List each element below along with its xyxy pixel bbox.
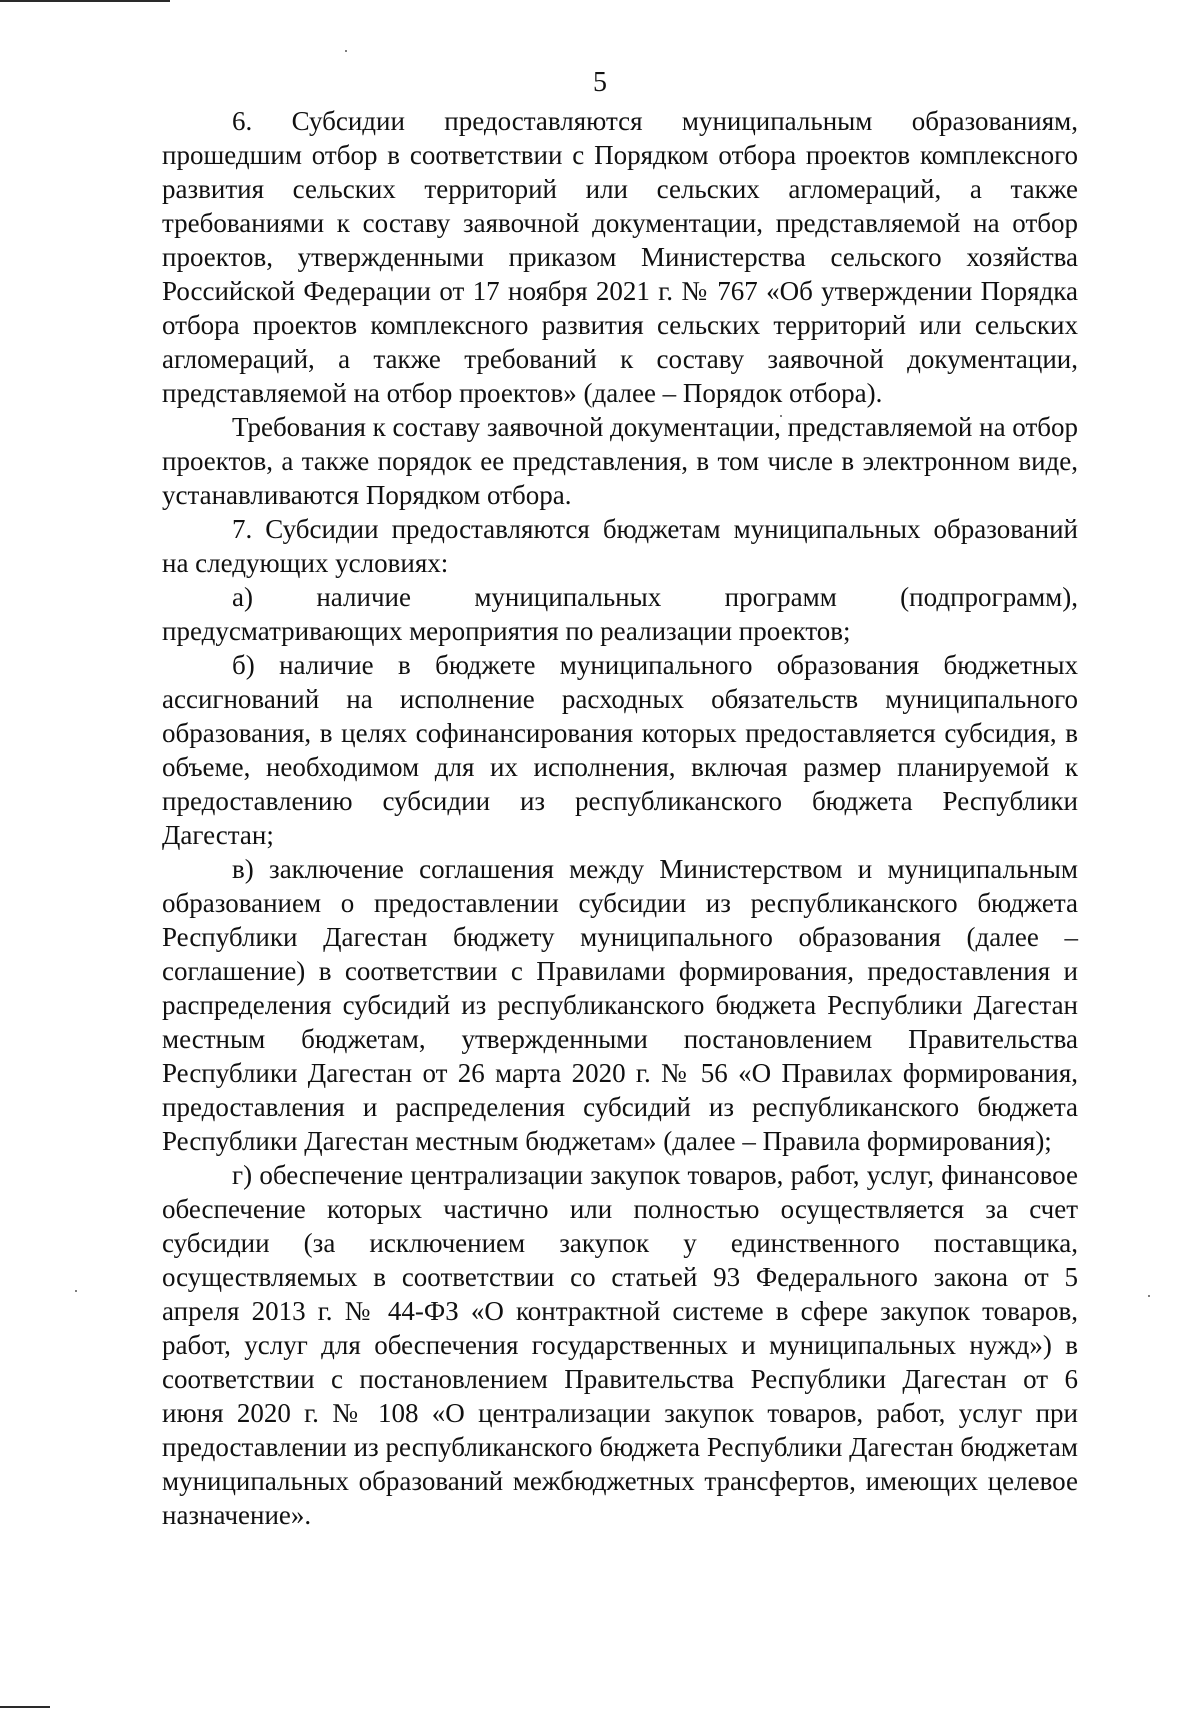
paragraph-7g: г) обеспечение централизации закупок товаров, работ, услуг, финансовое обеспечение которых частично или полностью осуществляется за счет субсидии (за исключением закупок у единственного поставщика, осуществляемых в соответствии со статьей 93 Федерального закона от 5 апреля 2013 г. № 44-ФЗ «О контрактной системе в сфере закупок товаров, работ, услуг для обеспечения государственных и муниципальных нужд») в соответствии с постановлением Правительства Республики Дагестан от 6 июня 2020 г. № 108 «О централизации закупок товаров, работ, услуг при предоставлении из республиканского бюджета Республики Дагестан бюджетам муниципальных образований межбюджетных трансфертов, имеющих целевое назначение».: [162, 1160, 1078, 1530]
scan-speck: [1148, 1295, 1150, 1297]
scan-speck: [345, 50, 347, 52]
scan-edge-top: [0, 0, 170, 2]
paragraph-7v: в) заключение соглашения между Министерством и муниципальным образованием о предоставлении субсидии из республиканского бюджета Республики Дагестан бюджету муниципального образования (далее – соглашение) в соответствии с Правилами формирования, предоставления и распределения субсидий из республиканского бюджета Республики Дагестан местным бюджетам, утвержденными постановлением Правительства Республики Дагестан от 26 марта 2020 г. № 56 «О Правилах формирования, предоставления и распределения субсидий из республиканского бюджета Республики Дагестан местным бюджетам» (далее – Правила формирования);: [162, 854, 1078, 1156]
paragraph-7a: а) наличие муниципальных программ (подпрограмм), предусматривающих мероприятия по реализации проектов;: [162, 582, 1078, 646]
scan-speck: [75, 1290, 77, 1292]
paragraph-7: 7. Субсидии предоставляются бюджетам муниципальных образований на следующих условиях:: [162, 514, 1078, 578]
paragraph-requirements: Требования к составу заявочной документации, представляемой на отбор проектов, а также порядок ее представления, в том числе в электронном виде, устанавливаются Порядком отбора.: [162, 412, 1078, 510]
paragraph-7b: б) наличие в бюджете муниципального образования бюджетных ассигнований на исполнение расходных обязательств муниципального образования, в целях софинансирования которых предоставляется субсидия, в объеме, необходимом для их исполнения, включая размер планируемой к предоставлению субсидии из республиканского бюджета Республики Дагестан;: [162, 650, 1078, 850]
page-number: 5: [593, 67, 607, 98]
paragraph-6: 6. Субсидии предоставляются муниципальным образованиям, прошедшим отбор в соответствии с Порядком отбора проектов комплексного развития сельских территорий или сельских агломераций, а также требованиями к составу заявочной документации, представляемой на отбор проектов, утвержденными приказом Министерства сельского хозяйства Российской Федерации от 17 ноября 2021 г. № 767 «Об утверждении Порядка отбора проектов комплексного развития сельских территорий или сельских агломераций, а также требований к составу заявочной документации, представляемой на отбор проектов» (далее – Порядок отбора).: [162, 106, 1078, 408]
document-body: [162, 104, 1078, 1532]
scan-edge-bottom: [0, 1706, 50, 1708]
